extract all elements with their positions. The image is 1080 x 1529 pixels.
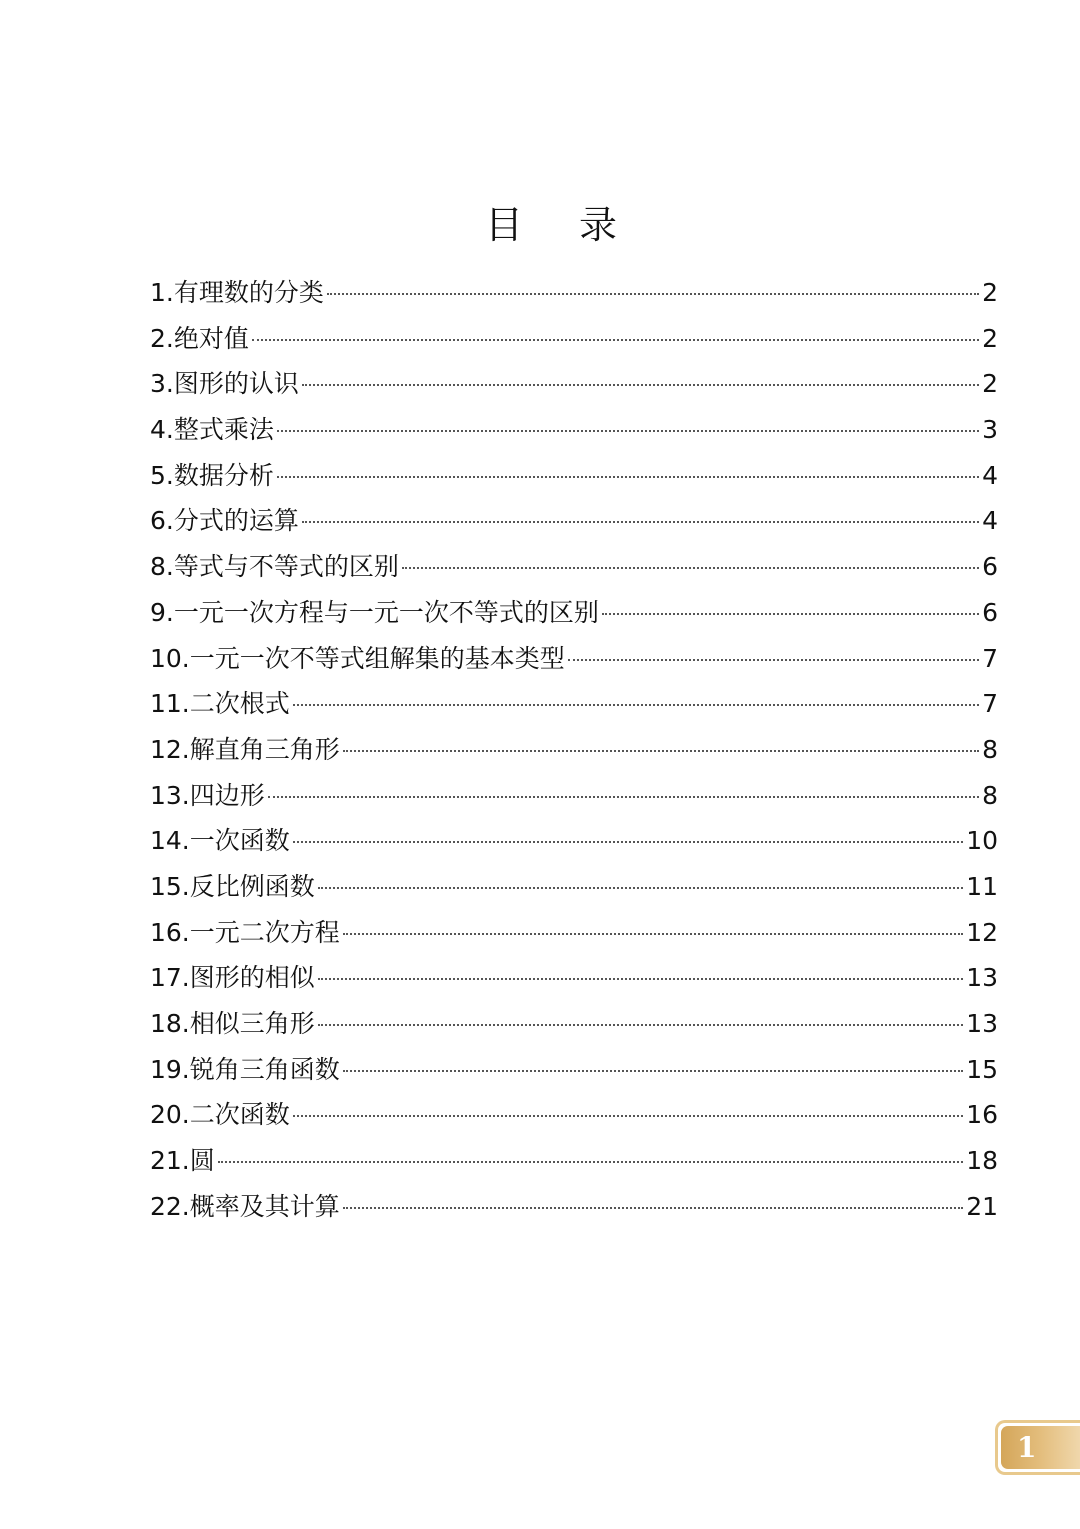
dot-leader: [277, 430, 979, 432]
toc-entry-page: 3: [982, 415, 998, 445]
dot-leader: [293, 704, 979, 706]
toc-entry-title: 13.四边形: [150, 780, 265, 810]
toc-entry-page: 2: [982, 278, 998, 307]
toc-entry-page: 8: [982, 780, 998, 810]
toc-entry[interactable]: [150, 1047, 998, 1093]
toc-entry[interactable]: [150, 316, 998, 362]
toc-entry-page: 11: [966, 871, 998, 901]
toc-entry-page: 7: [982, 643, 998, 673]
toc-entry-title: 2.绝对值: [150, 323, 249, 353]
toc-entry-page: 18: [966, 1146, 998, 1176]
toc-entry-page: 12: [966, 917, 998, 947]
toc-entry[interactable]: [150, 636, 998, 682]
toc-entry[interactable]: [150, 910, 998, 956]
toc-entry-page: 2: [982, 369, 998, 399]
toc-entry-page: 8: [982, 734, 998, 764]
toc-entry-title: 22.概率及其计算: [150, 1191, 340, 1221]
toc-entry-page: 13: [966, 1009, 998, 1038]
toc-entry-page: 6: [982, 597, 998, 627]
toc-entry-title: 14.一次函数: [150, 826, 290, 856]
toc-entry[interactable]: [150, 1184, 998, 1230]
toc-entry[interactable]: [150, 544, 998, 590]
toc-entry-title: 17.图形的相似: [150, 963, 315, 993]
dot-leader: [318, 887, 963, 889]
toc-entry-title: 5.数据分析: [150, 460, 274, 490]
dot-leader: [252, 339, 979, 341]
toc-entry-page: 2: [982, 323, 998, 353]
toc-entry[interactable]: [150, 727, 998, 773]
toc-entry-page: 16: [966, 1100, 998, 1130]
toc-entry-page: 10: [966, 826, 998, 856]
toc-entry-title: 15.反比例函数: [150, 871, 315, 901]
toc-entry[interactable]: [150, 407, 998, 453]
toc-entry-page: 15: [966, 1054, 998, 1084]
toc-entry-page: 21: [966, 1191, 998, 1221]
dot-leader: [318, 978, 963, 980]
toc-entry-page: 4: [982, 506, 998, 536]
dot-leader: [293, 841, 963, 843]
dot-leader: [218, 1161, 963, 1163]
toc-list: [150, 270, 998, 1229]
toc-entry-title: 3.图形的认识: [150, 369, 299, 399]
toc-entry-title: 20.二次函数: [150, 1100, 290, 1130]
toc-entry-title: 1.有理数的分类: [150, 278, 324, 307]
toc-entry[interactable]: [150, 590, 998, 636]
toc-entry[interactable]: [150, 818, 998, 864]
toc-entry-title: 4.整式乘法: [150, 415, 274, 445]
dot-leader: [402, 567, 979, 569]
dot-leader: [343, 1207, 963, 1209]
toc-entry[interactable]: [150, 955, 998, 1001]
page-number-badge: [1001, 1426, 1080, 1469]
page-number-tab: [995, 1420, 1080, 1475]
toc-entry[interactable]: [150, 361, 998, 407]
dot-leader: [302, 384, 979, 386]
dot-leader: [343, 1070, 963, 1072]
toc-entry-page: 6: [982, 552, 998, 582]
toc-entry-page: 7: [982, 689, 998, 719]
dot-leader: [568, 659, 979, 661]
toc-entry[interactable]: [150, 773, 998, 819]
toc-entry-title: 8.等式与不等式的区别: [150, 552, 399, 582]
dot-leader: [293, 1115, 963, 1117]
dot-leader: [277, 476, 979, 478]
toc-entry[interactable]: [150, 270, 998, 316]
toc-entry[interactable]: [150, 1092, 998, 1138]
toc-entry-title: 9.一元一次方程与一元一次不等式的区别: [150, 597, 599, 627]
toc-entry-title: 19.锐角三角函数: [150, 1054, 340, 1084]
dot-leader: [343, 750, 979, 752]
dot-leader: [343, 933, 963, 935]
toc-entry-page: 13: [966, 963, 998, 993]
toc-entry-title: 11.二次根式: [150, 689, 290, 719]
toc-entry-title: 18.相似三角形: [150, 1009, 315, 1038]
page-number: 1: [1017, 1431, 1037, 1464]
toc-entry-title: 21.圆: [150, 1146, 215, 1176]
toc-entry[interactable]: [150, 1138, 998, 1184]
toc-entry-title: 12.解直角三角形: [150, 734, 340, 764]
dot-leader: [602, 613, 979, 615]
toc-entry[interactable]: [150, 498, 998, 544]
page-title: 目 录: [484, 203, 640, 247]
toc-entry[interactable]: [150, 453, 998, 499]
toc-entry-page: 4: [982, 460, 998, 490]
dot-leader: [268, 796, 979, 798]
toc-entry[interactable]: [150, 1001, 998, 1047]
toc-entry[interactable]: [150, 681, 998, 727]
dot-leader: [318, 1024, 963, 1026]
dot-leader: [302, 521, 979, 523]
toc-entry[interactable]: [150, 864, 998, 910]
dot-leader: [327, 293, 979, 295]
toc-entry-title: 16.一元二次方程: [150, 917, 340, 947]
toc-entry-title: 6.分式的运算: [150, 506, 299, 536]
toc-entry-title: 10.一元一次不等式组解集的基本类型: [150, 643, 565, 673]
